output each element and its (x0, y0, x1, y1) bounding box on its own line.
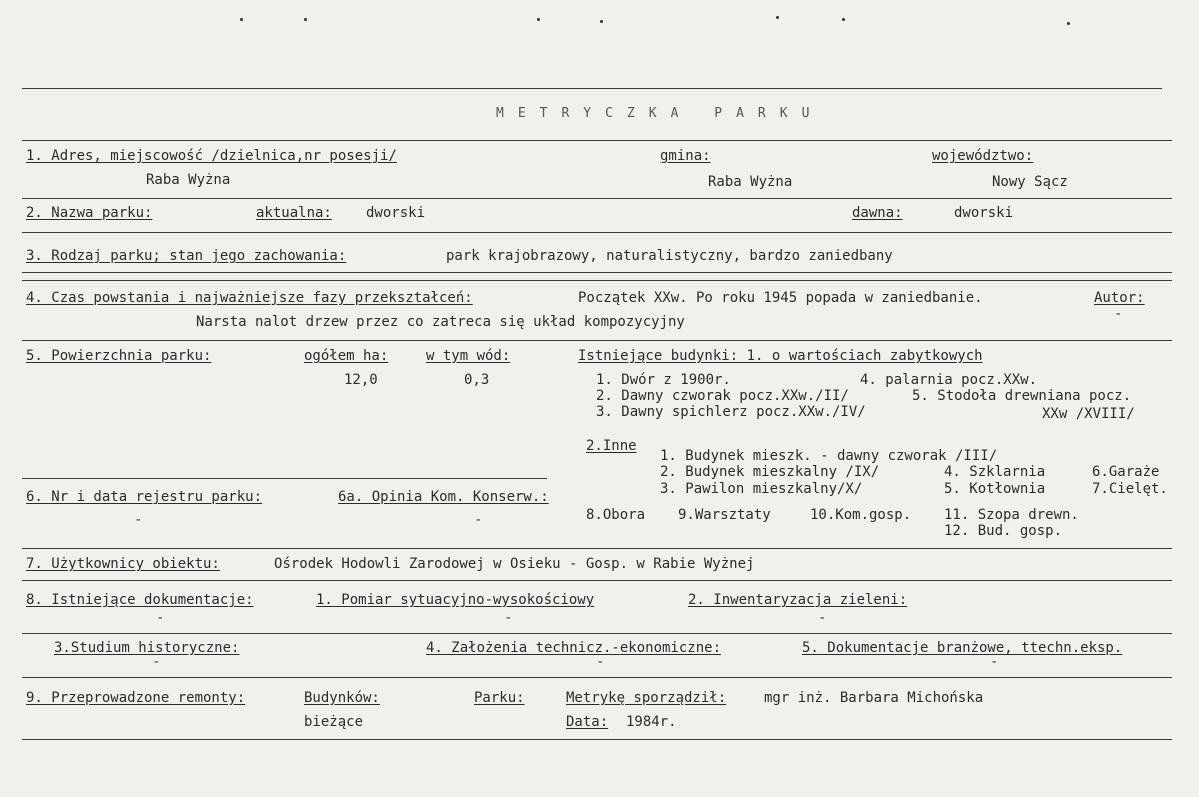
other-building: 9.Warsztaty (678, 507, 771, 523)
rule-line (22, 88, 1162, 89)
other-building: 7.Cielęt. (1092, 481, 1168, 497)
author-value: - (1114, 306, 1123, 322)
rule-line (22, 478, 547, 479)
heritage-building: 4. palarnia pocz.XXw. (860, 372, 1038, 388)
buildings-label: Istniejące budynki: 1. o wartościach zabytkowych (578, 348, 983, 364)
doc-history-value: - (152, 654, 161, 670)
doc-branch-label: 5. Dokumentacje branżowe, ttechn.eksp. (802, 640, 1123, 656)
water-area-value: 0,3 (464, 372, 490, 388)
users-label: 7. Użytkownicy obiektu: (26, 556, 220, 572)
other-building: 2. Budynek mieszkalny /IX/ (660, 464, 880, 480)
history-value-line2: Narsta nalot drzew przez co zatreca się układ kompozycyjny (196, 314, 685, 330)
rule-line (22, 633, 1172, 634)
punch-dot (600, 20, 603, 23)
punch-dot (776, 16, 779, 19)
doc-history-label: 3.Studium historyczne: (54, 640, 240, 656)
heritage-building: XXw /XVIII/ (1042, 406, 1135, 422)
doc-technical-label: 4. Założenia technicz.-ekonomiczne: (426, 640, 722, 656)
water-area-label: w tym wód: (426, 348, 511, 364)
heritage-building: 5. Stodoła drewniana pocz. (912, 388, 1132, 404)
park-name-label: 2. Nazwa parku: (26, 205, 153, 221)
prepared-by-value: mgr inż. Barbara Michońska (764, 690, 984, 706)
documentation-value: - (156, 610, 165, 626)
prepared-by-label: Metrykę sporządził: (566, 690, 727, 706)
rule-line (22, 232, 1172, 233)
punch-dot (842, 18, 845, 21)
opinion-label: 6a. Opinia Kom. Konserw.: (338, 489, 549, 505)
users-value: Ośrodek Hodowli Zarodowej w Osieku - Gosp. w Rabie Wyżnej (274, 556, 755, 572)
buildings-repairs-label: Budynków: (304, 690, 380, 706)
rule-line (22, 739, 1172, 740)
rule-line (22, 198, 1172, 199)
voivodeship-value: Nowy Sącz (992, 174, 1068, 190)
address-value: Raba Wyżna (146, 172, 231, 188)
rule-line (22, 140, 1172, 141)
rule-line (22, 272, 1172, 273)
former-name-value: dworski (954, 205, 1014, 221)
doc-greenery-label: 2. Inwentaryzacja zieleni: (688, 592, 908, 608)
page-title: METRYCZKA PARKU (496, 106, 824, 121)
history-label: 4. Czas powstania i najważniejsze fazy przekształceń: (26, 290, 473, 306)
heritage-building: 2. Dawny czworak pocz.XXw./II/ (596, 388, 849, 404)
doc-greenery-value: - (818, 610, 827, 626)
heritage-building: 3. Dawny spichlerz pocz.XXw./IV/ (596, 404, 866, 420)
other-building: 4. Szklarnia (944, 464, 1046, 480)
punch-dot (1067, 22, 1070, 25)
other-buildings-label: 2.Inne (586, 438, 637, 454)
documentation-label: 8. Istniejące dokumentacje: (26, 592, 254, 608)
other-building: 11. Szopa drewn. (944, 507, 1079, 523)
doc-survey-label: 1. Pomiar sytuacyjno-wysokościowy (316, 592, 595, 608)
rule-line (22, 280, 1172, 281)
voivodeship-label: województwo: (932, 148, 1034, 164)
history-value-line1: Początek XXw. Po roku 1945 popada w zaniedbanie. (578, 290, 983, 306)
other-building: 12. Bud. gosp. (944, 523, 1063, 539)
date-value: 1984r. (626, 714, 677, 730)
former-name-label: dawna: (852, 205, 903, 221)
total-area-value: 12,0 (344, 372, 378, 388)
doc-survey-value: - (504, 610, 513, 626)
gmina-label: gmina: (660, 148, 711, 164)
doc-technical-value: - (596, 654, 605, 670)
rule-line (22, 548, 1172, 549)
opinion-value: - (474, 512, 483, 528)
other-building: 5. Kotłownia (944, 481, 1046, 497)
total-area-label: ogółem ha: (304, 348, 389, 364)
buildings-repairs-value: bieżące (304, 714, 364, 730)
heritage-building: 1. Dwór z 1900r. (596, 372, 731, 388)
other-building: 1. Budynek mieszk. - dawny czworak /III/ (660, 448, 998, 464)
other-building: 6.Garaże (1092, 464, 1160, 480)
park-type-value: park krajobrazowy, naturalistyczny, bardzo zaniedbany (446, 248, 893, 264)
current-name-value: dworski (366, 205, 426, 221)
other-building: 3. Pawilon mieszkalny/X/ (660, 481, 863, 497)
rule-line (22, 580, 1172, 581)
punch-dot (304, 18, 307, 21)
park-area-label: 5. Powierzchnia parku: (26, 348, 212, 364)
address-label: 1. Adres, miejscowość /dzielnica,nr posesji/ (26, 148, 397, 164)
gmina-value: Raba Wyżna (708, 174, 793, 190)
register-value: - (134, 512, 143, 528)
rule-line (22, 340, 1172, 341)
current-name-label: aktualna: (256, 205, 332, 221)
other-building: 10.Kom.gosp. (810, 507, 912, 523)
repairs-label: 9. Przeprowadzone remonty: (26, 690, 246, 706)
park-type-label: 3. Rodzaj parku; stan jego zachowania: (26, 248, 347, 264)
date-label: Data: (566, 714, 609, 730)
rule-line (22, 677, 1172, 678)
other-building: 8.Obora (586, 507, 646, 523)
park-repairs-label: Parku: (474, 690, 525, 706)
punch-dot (537, 18, 540, 21)
doc-branch-value: - (990, 654, 999, 670)
register-label: 6. Nr i data rejestru parku: (26, 489, 263, 505)
punch-dot (240, 18, 243, 21)
author-label: Autor: (1094, 290, 1145, 306)
